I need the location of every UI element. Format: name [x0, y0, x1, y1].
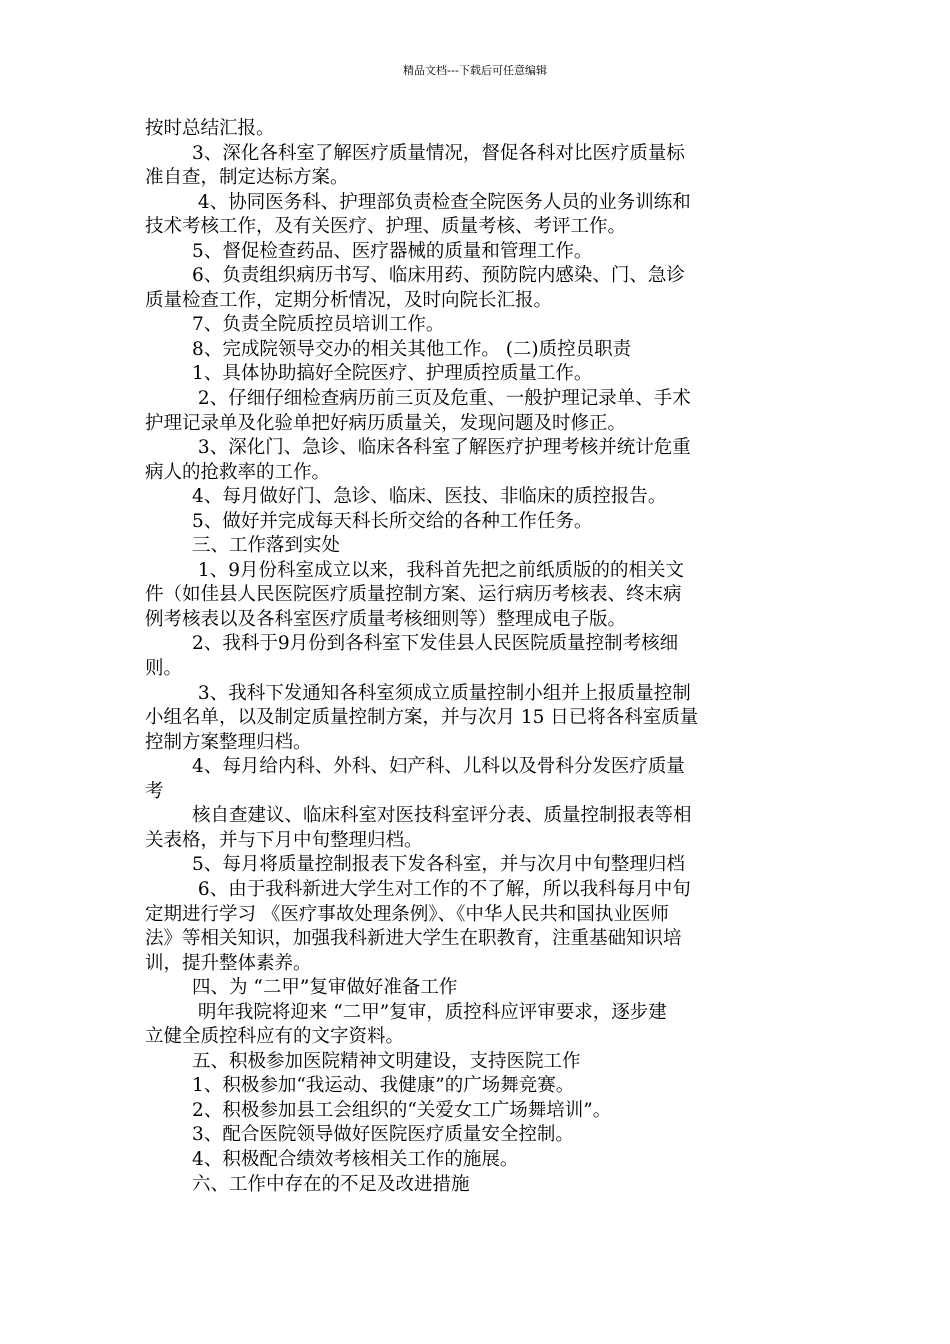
text-line: 件（如佳县人民医院医疗质量控制方案、运行病历考核表、终末病 [145, 584, 682, 606]
text-line: 2、仔细仔细检查病历前三页及危重、一般护理记录单、手术 [145, 388, 691, 410]
text-line: 5、每月将质量控制报表下发各科室，并与次月中旬整理归档 [145, 854, 685, 876]
text-line: 6、由于我科新进大学生对工作的不了解，所以我科每月中旬 [145, 878, 691, 900]
text-line: 7、负责全院质控员培训工作。 [145, 314, 445, 336]
text-line: 定期进行学习 《医疗事故处理条例》、《中华人民共和国执业医师 [145, 903, 669, 925]
section-heading: 六、工作中存在的不足及改进措施 [145, 1173, 470, 1195]
section-heading: 五、积极参加医院精神文明建设，支持医院工作 [145, 1050, 581, 1072]
text-line: 4、积极配合绩效考核相关工作的施展。 [145, 1148, 519, 1170]
text-line: 5、做好并完成每天科长所交给的各种工作任务。 [145, 510, 593, 532]
text-line: 明年我院将迎来 “二甲”复审，质控科应评审要求，逐步建 [145, 1001, 667, 1023]
text-line: 6、负责组织病历书写、临床用药、预防院内感染、门、急诊 [145, 265, 685, 287]
section-heading: 三、工作落到实处 [145, 535, 341, 557]
text-line: 1、9月份科室成立以来，我科首先把之前纸质版的的相关文 [145, 559, 684, 581]
text-line: 按时总结汇报。 [145, 118, 275, 139]
text-line: 4、每月做好门、急诊、临床、医技、非临床的质控报告。 [145, 486, 667, 508]
text-line: 2、我科于9月份到各科室下发佳县人民医院质量控制考核细 [145, 633, 679, 655]
text-line: 1、积极参加“我运动、我健康”的广场舞竞赛。 [145, 1075, 575, 1097]
text-line: 3、深化门、急诊、临床各科室了解医疗护理考核并统计危重 [145, 437, 691, 459]
text-line: 则。 [145, 658, 183, 680]
text-line: 病人的抢救率的工作。 [145, 461, 331, 483]
text-line: 4、每月给内科、外科、妇产科、儿科以及骨科分发医疗质量 [145, 756, 685, 778]
section-heading: 四、为 “二甲”复审做好准备工作 [145, 977, 458, 999]
text-line: 1、具体协助搞好全院医疗、护理质控质量工作。 [145, 363, 593, 385]
text-line: 质量检查工作，定期分析情况，及时向院长汇报。 [145, 289, 553, 311]
text-line: 准自查，制定达标方案。 [145, 167, 349, 189]
text-line: 护理记录单及化验单把好病历质量关，发现问题及时修正。 [145, 412, 627, 434]
text-line: 立健全质控科应有的文字资料。 [145, 1026, 405, 1048]
text-line: 法》等相关知识，加强我科新进大学生在职教育，注重基础知识培 [145, 928, 682, 950]
text-line: 3、配合医院领导做好医院医疗质量安全控制。 [145, 1124, 574, 1146]
page-header: 精品文档---下载后可任意编辑 [403, 64, 547, 77]
text-line: 2、积极参加县工会组织的“关爱女工广场舞培训”。 [145, 1099, 612, 1121]
text-line: 8、完成院领导交办的相关其他工作。 (二)质控员职责 [145, 338, 632, 360]
text-line: 核自查建议、临床科室对医技科室评分表、质量控制报表等相 [145, 805, 692, 827]
document-body [145, 117, 810, 1197]
text-line: 训，提升整体素养。 [145, 952, 312, 974]
text-line: 3、我科下发通知各科室须成立质量控制小组并上报质量控制 [145, 682, 691, 704]
text-line: 控制方案整理归档。 [145, 731, 312, 753]
text-line: 例考核表以及各科室医疗质量考核细则等）整理成电子版。 [145, 608, 627, 630]
text-line: 5、督促检查药品、医疗器械的质量和管理工作。 [145, 240, 593, 262]
text-line: 考 [145, 780, 164, 802]
text-line: 关表格，并与下月中旬整理归档。 [145, 829, 423, 851]
text-line: 4、协同医务科、护理部负责检查全院医务人员的业务训练和 [145, 191, 691, 213]
text-line: 技术考核工作，及有关医疗、护理、质量考核、考评工作。 [145, 216, 627, 238]
text-line: 小组名单，以及制定质量控制方案，并与次月 15 日已将各科室质量 [145, 707, 699, 729]
text-line: 3、深化各科室了解医疗质量情况，督促各科对比医疗质量标 [145, 142, 685, 164]
